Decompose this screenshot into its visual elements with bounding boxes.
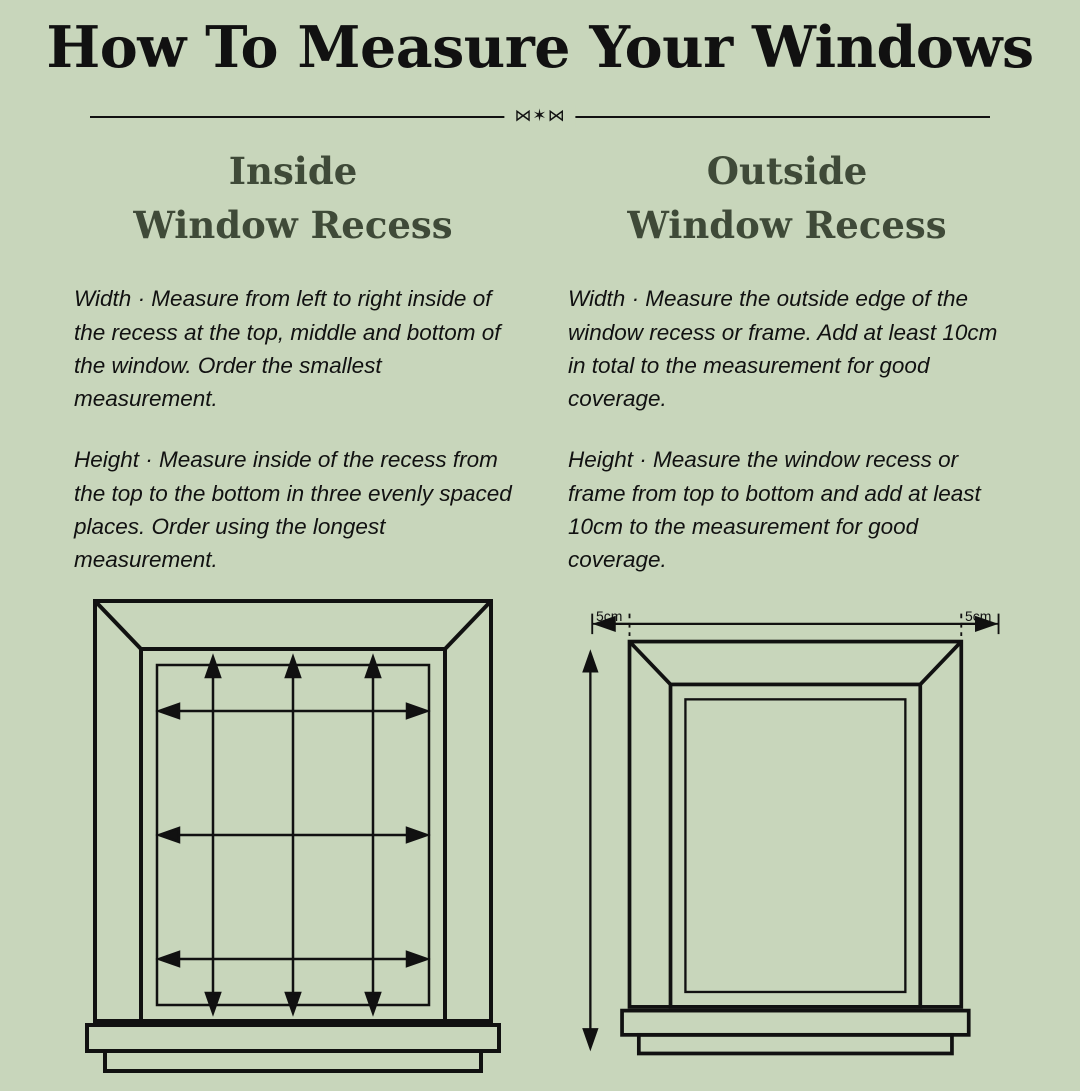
column-title-outside-line2: Window Recess — [627, 202, 947, 247]
inside-paragraphs — [74, 282, 512, 576]
column-title-outside — [568, 145, 1006, 252]
inside-recess-window-diagram — [83, 591, 503, 1091]
outside-label-left-5cm: 5cm — [595, 607, 623, 624]
inside-width-paragraph: Width · Measure from left to right inside of the recess at the top, middle and bottom of the window. Order the smallest measurement. — [74, 286, 501, 412]
column-title-outside-line1: Outside — [706, 149, 868, 193]
outside-label-right-5cm: 5cm — [964, 607, 992, 624]
inside-height-paragraph: Height · Measure inside of the recess from the top to the bottom in three evenly spaced places. Order using the longest measurement. — [74, 447, 512, 573]
title-divider — [90, 105, 990, 127]
outside-height-paragraph: Height · Measure the window recess or frame from top to bottom and add at least 10cm to the measurement for good coverage. — [568, 447, 981, 573]
column-outside-recess — [540, 145, 1034, 1091]
page-title: How To Measure Your Windows — [46, 14, 1034, 81]
column-inside-recess — [46, 145, 540, 1091]
outside-paragraphs — [568, 282, 1006, 576]
outside-figure-wrap — [568, 591, 1006, 1091]
inside-figure-wrap — [74, 591, 512, 1091]
outside-width-paragraph: Width · Measure the outside edge of the window recess or frame. Add at least 10cm in total to the measurement for good coverage. — [568, 286, 998, 412]
ornament-icon: ⋈✶⋈ — [504, 105, 575, 127]
column-title-inside — [74, 145, 512, 252]
column-title-inside-line1: Inside — [228, 149, 358, 193]
content-columns — [0, 127, 1080, 1091]
outside-recess-window-diagram — [568, 591, 1006, 1091]
column-title-inside-line2: Window Recess — [133, 202, 453, 247]
